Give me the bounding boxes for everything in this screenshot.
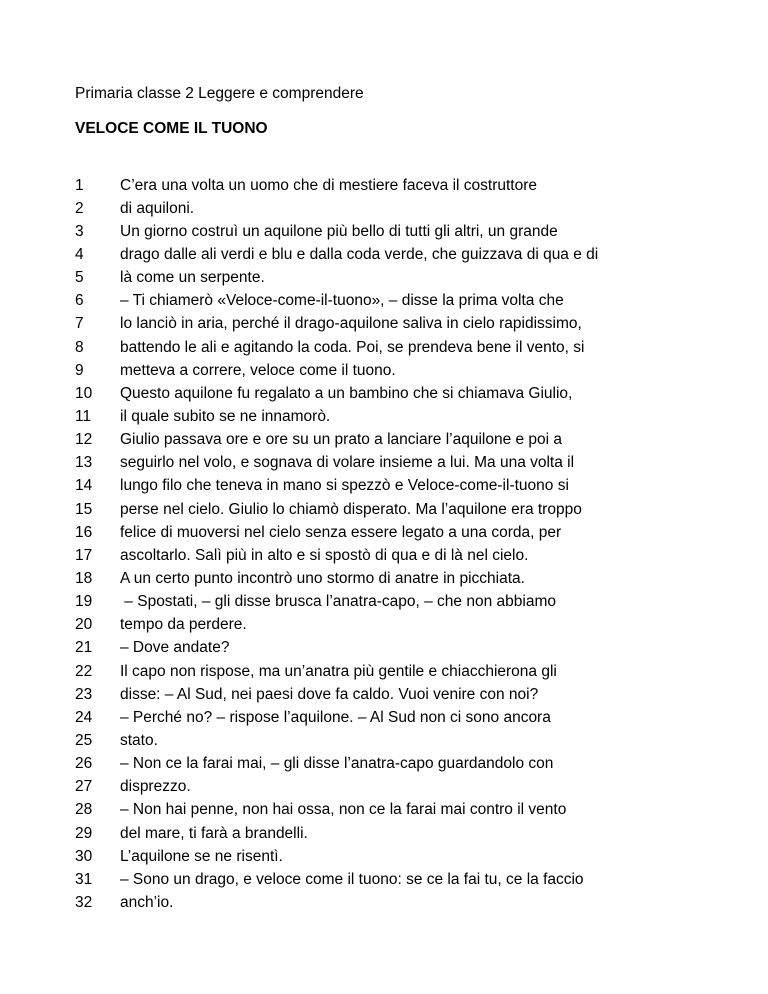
text-line <box>75 521 755 544</box>
text-line <box>75 498 755 521</box>
line-number: 12 <box>75 431 93 449</box>
text-line <box>75 452 755 475</box>
text-line <box>75 475 755 498</box>
line-text: – Dove andate? <box>120 639 230 657</box>
line-number: 15 <box>75 500 93 518</box>
text-line <box>75 660 755 683</box>
text-line <box>75 267 755 290</box>
line-text: C’era una volta un uomo che di mestiere faceva il costruttore <box>120 176 537 194</box>
text-line <box>75 197 755 220</box>
line-number: 7 <box>75 315 84 333</box>
line-number: 30 <box>75 847 93 865</box>
text-line <box>75 567 755 590</box>
line-number: 19 <box>75 593 93 611</box>
line-number: 27 <box>75 778 93 796</box>
line-number: 16 <box>75 523 93 541</box>
text-line <box>75 243 755 266</box>
text-line <box>75 405 755 428</box>
document-header: Primaria classe 2 Leggere e comprendere <box>75 85 364 102</box>
numbered-text-lines <box>75 174 755 915</box>
line-number: 1 <box>75 176 84 194</box>
line-number: 10 <box>75 384 93 402</box>
line-number: 11 <box>75 407 92 425</box>
text-line <box>75 220 755 243</box>
line-number: 28 <box>75 801 93 819</box>
line-text: – Non hai penne, non hai ossa, non ce la farai mai contro il vento <box>120 801 567 819</box>
text-line <box>75 174 755 197</box>
line-number: 29 <box>75 824 93 842</box>
text-line <box>75 313 755 336</box>
line-number: 22 <box>75 662 93 680</box>
text-line <box>75 753 755 776</box>
line-number: 24 <box>75 708 93 726</box>
line-text: disprezzo. <box>120 778 191 796</box>
text-line <box>75 868 755 891</box>
line-number: 23 <box>75 685 93 703</box>
line-text: lungo filo che teneva in mano si spezzò e Veloce-come-il-tuono si <box>120 477 569 495</box>
text-line <box>75 776 755 799</box>
text-line <box>75 614 755 637</box>
line-number: 21 <box>75 639 93 657</box>
text-line <box>75 336 755 359</box>
line-text: battendo le ali e agitando la coda. Poi, se prendeva bene il vento, si <box>120 338 585 356</box>
line-number: 14 <box>75 477 93 495</box>
text-line <box>75 591 755 614</box>
line-text: – Perché no? – rispose l’aquilone. – Al Sud non ci sono ancora <box>120 708 551 726</box>
line-number: 18 <box>75 569 93 587</box>
line-number: 5 <box>75 269 84 287</box>
line-number: 6 <box>75 292 84 310</box>
text-line <box>75 429 755 452</box>
line-text: tempo da perdere. <box>120 616 247 634</box>
line-number: 26 <box>75 755 93 773</box>
line-text: là come un serpente. <box>120 269 265 287</box>
text-line <box>75 706 755 729</box>
line-number: 31 <box>75 870 93 888</box>
text-line <box>75 637 755 660</box>
line-number: 2 <box>75 199 84 217</box>
line-text: Questo aquilone fu regalato a un bambino che si chiamava Giulio, <box>120 384 573 402</box>
line-text: disse: – Al Sud, nei paesi dove fa caldo. Vuoi venire con noi? <box>120 685 539 703</box>
line-text: stato. <box>120 731 158 749</box>
line-number: 17 <box>75 546 93 564</box>
line-text: drago dalle ali verdi e blu e dalla coda verde, che guizzava di qua e di <box>120 245 599 263</box>
line-text: – Sono un drago, e veloce come il tuono: se ce la fai tu, ce la faccio <box>120 870 584 888</box>
line-text: L’aquilone se ne risentì. <box>120 847 283 865</box>
text-line <box>75 290 755 313</box>
line-number: 4 <box>75 245 84 263</box>
text-line <box>75 845 755 868</box>
line-number: 32 <box>75 893 93 911</box>
line-text: il quale subito se ne innamorò. <box>120 407 331 425</box>
line-text: Un giorno costruì un aquilone più bello di tutti gli altri, un grande <box>120 222 558 240</box>
text-line <box>75 544 755 567</box>
line-text: ascoltarlo. Salì più in alto e si spostò di qua e di là nel cielo. <box>120 546 529 564</box>
line-text: di aquiloni. <box>120 199 195 217</box>
line-number: 9 <box>75 361 84 379</box>
line-text: seguirlo nel volo, e sognava di volare insieme a lui. Ma una volta il <box>120 454 575 472</box>
text-line <box>75 359 755 382</box>
text-line <box>75 382 755 405</box>
line-text: del mare, ti farà a brandelli. <box>120 824 308 842</box>
text-line <box>75 799 755 822</box>
line-number: 13 <box>75 454 93 472</box>
line-text: felice di muoversi nel cielo senza essere legato a una corda, per <box>120 523 562 541</box>
line-text: – Spostati, – gli disse brusca l’anatra-capo, – che non abbiamo <box>120 593 556 611</box>
line-text: perse nel cielo. Giulio lo chiamò disperato. Ma l’aquilone era troppo <box>120 500 582 518</box>
text-line <box>75 683 755 706</box>
line-text: metteva a correre, veloce come il tuono. <box>120 361 396 379</box>
line-text: lo lanciò in aria, perché il drago-aquilone saliva in cielo rapidissimo, <box>120 315 582 333</box>
line-number: 25 <box>75 731 93 749</box>
line-text: A un certo punto incontrò uno stormo di anatre in picchiata. <box>120 569 525 587</box>
text-line <box>75 822 755 845</box>
text-line <box>75 729 755 752</box>
line-text: anch’io. <box>120 893 174 911</box>
line-text: – Ti chiamerò «Veloce-come-il-tuono», – disse la prima volta che <box>120 292 564 310</box>
text-line <box>75 891 755 914</box>
line-number: 3 <box>75 222 84 240</box>
line-text: Il capo non rispose, ma un’anatra più gentile e chiacchierona gli <box>120 662 557 680</box>
line-text: – Non ce la farai mai, – gli disse l’anatra-capo guardandolo con <box>120 755 554 773</box>
story-title: VELOCE COME IL TUONO <box>75 120 268 137</box>
line-number: 20 <box>75 616 93 634</box>
line-number: 8 <box>75 338 84 356</box>
line-text: Giulio passava ore e ore su un prato a lanciare l’aquilone e poi a <box>120 431 563 449</box>
